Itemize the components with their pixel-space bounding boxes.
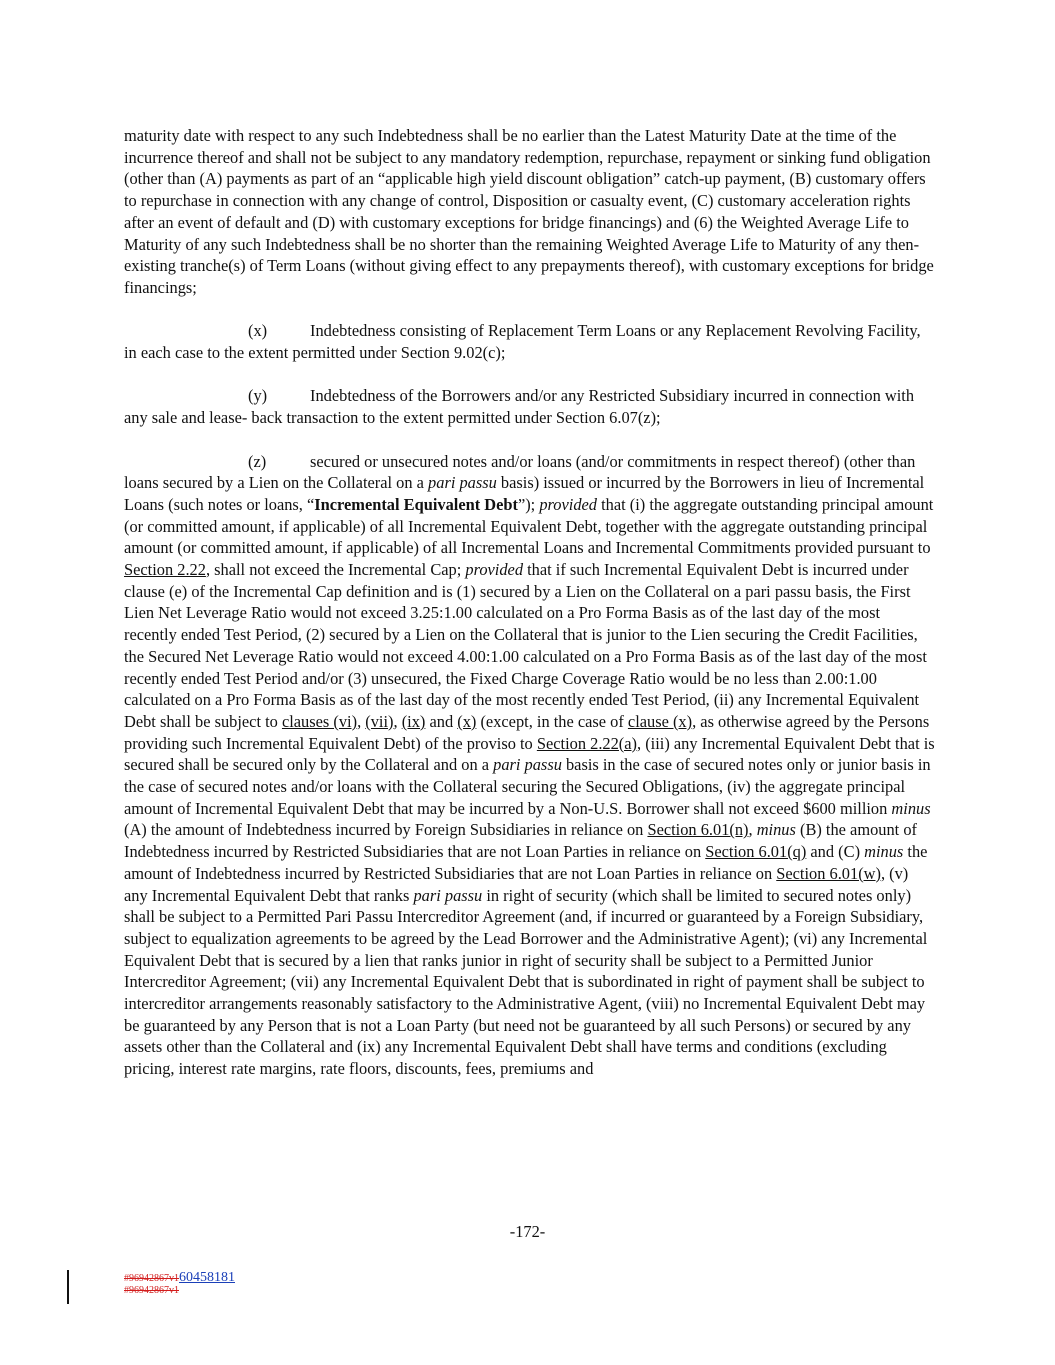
document-id-deleted: #96942867v1 — [124, 1273, 179, 1284]
clause-text-y: Indebtedness of the Borrowers and/or any Restricted Subsidiary incurred in connection with any sale and lease- back transaction to the extent permitted under Section 6.07(z); — [124, 386, 915, 428]
paragraph-y — [124, 385, 936, 428]
z-text: and (C) — [806, 842, 865, 862]
z-text: that if such Incremental Equivalent Debt is incurred under clause (e) of the Incremental Cap definition and is (1) secured by a Lien on the Collateral on a pari passu basis, the First Lien Net Leverage Ratio would not exceed 3.25:1.00 calculated on a Pro Forma Basis as of the last day of the most recently ended Test Period, (2) secured by a Lien on the Collateral that is junior to the Lien securing the Credit Facilities, the Secured Net Leverage Ratio would not exceed 4.00:1.00 calculated on a Pro Forma Basis as of the last day of the most recently ended Test Period and/or (3) unsecured, the Fixed Charge Coverage Ratio would be no less than 2.00:1.00 calculated on a Pro Forma Basis as of the last day of the most recently ended Test Period, (ii) any Incremental Equivalent Debt shall be subject to — [124, 560, 927, 731]
clause-label-x: (x) — [248, 321, 268, 341]
z-italic: provided — [465, 560, 524, 580]
section-reference: Section 6.01(n) — [647, 820, 749, 840]
clause-label-y: (y) — [248, 386, 268, 406]
z-text: , — [748, 820, 757, 840]
z-text: , — [393, 711, 402, 731]
document-body — [124, 125, 936, 1080]
section-reference: (x) — [457, 711, 477, 731]
z-italic: minus — [864, 842, 904, 862]
z-text: , (v) any Incremental Equivalent Debt that ranks — [124, 863, 909, 905]
section-reference: (vii) — [365, 711, 394, 731]
z-text: , (iii) any Incremental Equivalent Debt that is secured shall be secured only by the Collateral and on a — [124, 733, 935, 775]
section-reference: clauses (vi) — [281, 711, 358, 731]
z-italic: provided — [539, 494, 597, 514]
document-id-inserted: 60458181 — [179, 1270, 235, 1285]
change-bar — [67, 1270, 69, 1304]
section-reference: Section 6.01(q) — [705, 842, 807, 862]
z-italic: pari passu — [428, 473, 497, 493]
z-text: that (i) the aggregate outstanding principal amount (or committed amount, if applicable) of all Incremental Equivalent Debt, together with the aggregate outstanding principal amount (or committed amount, if applicable) of all Incremental Loans and Incremental Commitments provided pursuant to — [124, 494, 934, 558]
document-id — [124, 1272, 235, 1297]
document-id-line2: #96942867v1 — [124, 1285, 179, 1296]
z-text: (B) the amount of Indebtedness incurred by Restricted Subsidiaries that are not Loan Parties in reliance on — [124, 820, 917, 862]
z-text: secured or unsecured notes and/or loans (and/or commitments in respect thereof) (other than loans secured by a Lien on the Collateral on a — [124, 451, 916, 493]
z-text: , as otherwise agreed by the Persons providing such Incremental Equivalent Debt) of the proviso to — [124, 711, 930, 753]
section-reference: clause (x) — [627, 711, 693, 731]
page-number: -172- — [509, 1222, 546, 1241]
paragraph-continuation: maturity date with respect to any such Indebtedness shall be no earlier than the Latest Maturity Date at the time of the incurrence thereof and shall not be subject to any mandatory redemption, repurchase, repayment or sinking fund obligation (other than (A) payments as part of an “applicable high yield discount obligation” catch-up payment, (B) customary offers to repurchase in connection with any change of control, Disposition or casualty event, (C) customary acceleration rights after an event of default and (D) with customary exceptions for bridge financings) and (6) the Weighted Average Life to Maturity of any such Indebtedness shall be no shorter than the remaining Weighted Average Life to Maturity of any then-existing tranche(s) of Term Loans (without giving effect to any prepayments thereof), with customary exceptions for bridge financings; — [124, 126, 934, 297]
section-reference: Section 2.22 — [124, 560, 206, 580]
z-text: in right of security (which shall be limited to secured notes only) shall be subject to a Permitted Pari Passu Intercreditor Agreement (and, if incurred or guaranteed by a Foreign Subsidiary, subject to equalization agreements to be agreed by the Lead Borrower and the Administrative Agent); (vi) any Incremental Equivalent Debt that is secured by a lien that ranks junior in right of security shall be subject to a Permitted Junior Intercreditor Agreement; (vii) any Incremental Equivalent Debt that is subordinated in right of payment shall be subject to intercreditor arrangements reasonably satisfactory to the Administrative Agent, (viii) no Incremental Equivalent Debt may be guaranteed by any Person that is not a Loan Party (but need not be guaranteed by all such Persons) or secured by any assets other than the Collateral and (ix) any Incremental Equivalent Debt shall have terms and conditions (excluding pricing, interest rate margins, rate floors, discounts, fees, premiums and — [124, 885, 928, 1079]
z-italic: pari passu — [493, 755, 562, 775]
z-text: basis in the case of secured notes only or junior basis in the case of secured notes and/or loans with the Collateral securing the Secured Obligations, (iv) the aggregate principal amount of Incremental Equivalent Debt that may be incurred by a Non-U.S. Borrower shall not exceed $600 million — [124, 755, 931, 818]
section-reference: (ix) — [401, 711, 426, 731]
z-text: ”); — [517, 494, 540, 514]
z-text: (A) the amount of Indebtedness incurred by Foreign Subsidiaries in reliance on — [124, 820, 648, 840]
z-text: , shall not exceed the Incremental Cap; — [205, 560, 466, 580]
z-italic: pari passu — [413, 885, 483, 905]
section-reference: Section 2.22(a) — [536, 733, 637, 753]
z-italic: minus — [891, 798, 931, 818]
defined-term: Incremental Equivalent Debt — [314, 494, 518, 514]
z-text: , — [357, 711, 366, 731]
paragraph-z — [124, 451, 936, 1080]
section-reference: Section 6.01(w) — [776, 863, 881, 883]
paragraph-x — [124, 320, 936, 363]
clause-text-x: Indebtedness consisting of Replacement Term Loans or any Replacement Revolving Facility, in each case to the extent permitted under Section 9.02(c); — [124, 321, 921, 363]
z-text: the amount of Indebtedness incurred by Restricted Subsidiaries that are not Loan Parties in reliance on — [124, 842, 928, 883]
z-text: basis) issued or incurred by the Borrowers in lieu of Incremental Loans (such notes or loans, “ — [124, 473, 925, 514]
clause-label-z: (z) — [248, 451, 267, 471]
z-text: (except, in the case of — [476, 711, 628, 731]
z-text: and — [425, 711, 458, 731]
z-italic: minus — [756, 820, 796, 840]
